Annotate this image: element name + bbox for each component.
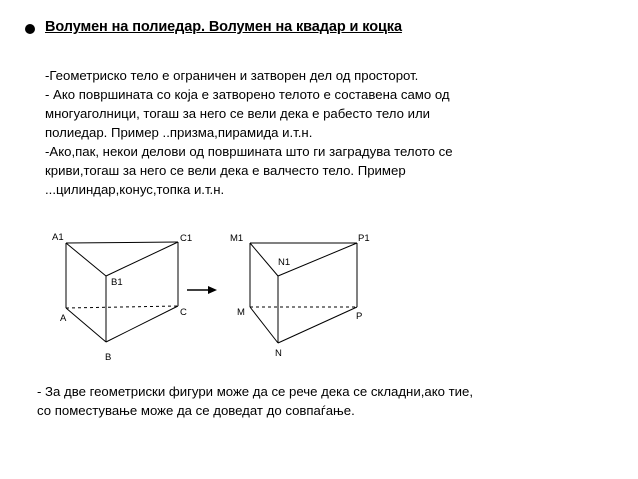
prism-figure <box>40 222 390 372</box>
arrow-icon <box>187 286 217 294</box>
slide-title: Волумен на полиедар. Волумен на квадар и коцка <box>45 19 402 35</box>
vertex-label: B <box>105 352 112 363</box>
text-line: криви,тогаш за него се вели дека е валчесто тело. Пример <box>45 163 406 178</box>
vertex-label: A <box>60 313 67 324</box>
text-line: многуаголници, тогаш за него се вели дека е рабесто тело или <box>45 106 431 121</box>
vertex-label: C <box>180 307 187 318</box>
prism-diagram <box>40 222 390 372</box>
right-prism <box>250 243 357 343</box>
bullet-dot <box>25 24 35 34</box>
vertex-label: A1 <box>52 232 64 243</box>
text-line: - Ако површината со која е затворено телото е составена само од <box>45 87 450 102</box>
text-line: ...цилиндар,конус,топка и.т.н. <box>45 182 225 197</box>
vertex-label: N <box>275 348 282 359</box>
vertex-label: M1 <box>230 233 244 244</box>
vertex-label: C1 <box>180 233 193 244</box>
vertex-label: P <box>356 311 363 322</box>
vertex-label: N1 <box>278 257 291 268</box>
text-line: полиедар. Пример ..призма,пирамида и.т.н. <box>45 125 313 140</box>
text-line: - За две геометриски фигури може да се рече дека се складни,ако тие, <box>37 384 474 399</box>
text-line: со поместување може да се доведат до совпаѓање. <box>37 403 355 418</box>
congruence-note <box>37 382 473 420</box>
text-line: -Ако,пак, некои делови од површината што ги заградува телото се <box>45 144 453 159</box>
text-line: -Геометриско тело е ограничен и затворен дел од просторот. <box>45 68 419 83</box>
vertex-label: M <box>237 307 245 318</box>
definition-paragraph <box>45 66 525 199</box>
vertex-label: B1 <box>111 277 123 288</box>
vertex-label: P1 <box>358 233 370 244</box>
left-prism <box>66 242 178 342</box>
